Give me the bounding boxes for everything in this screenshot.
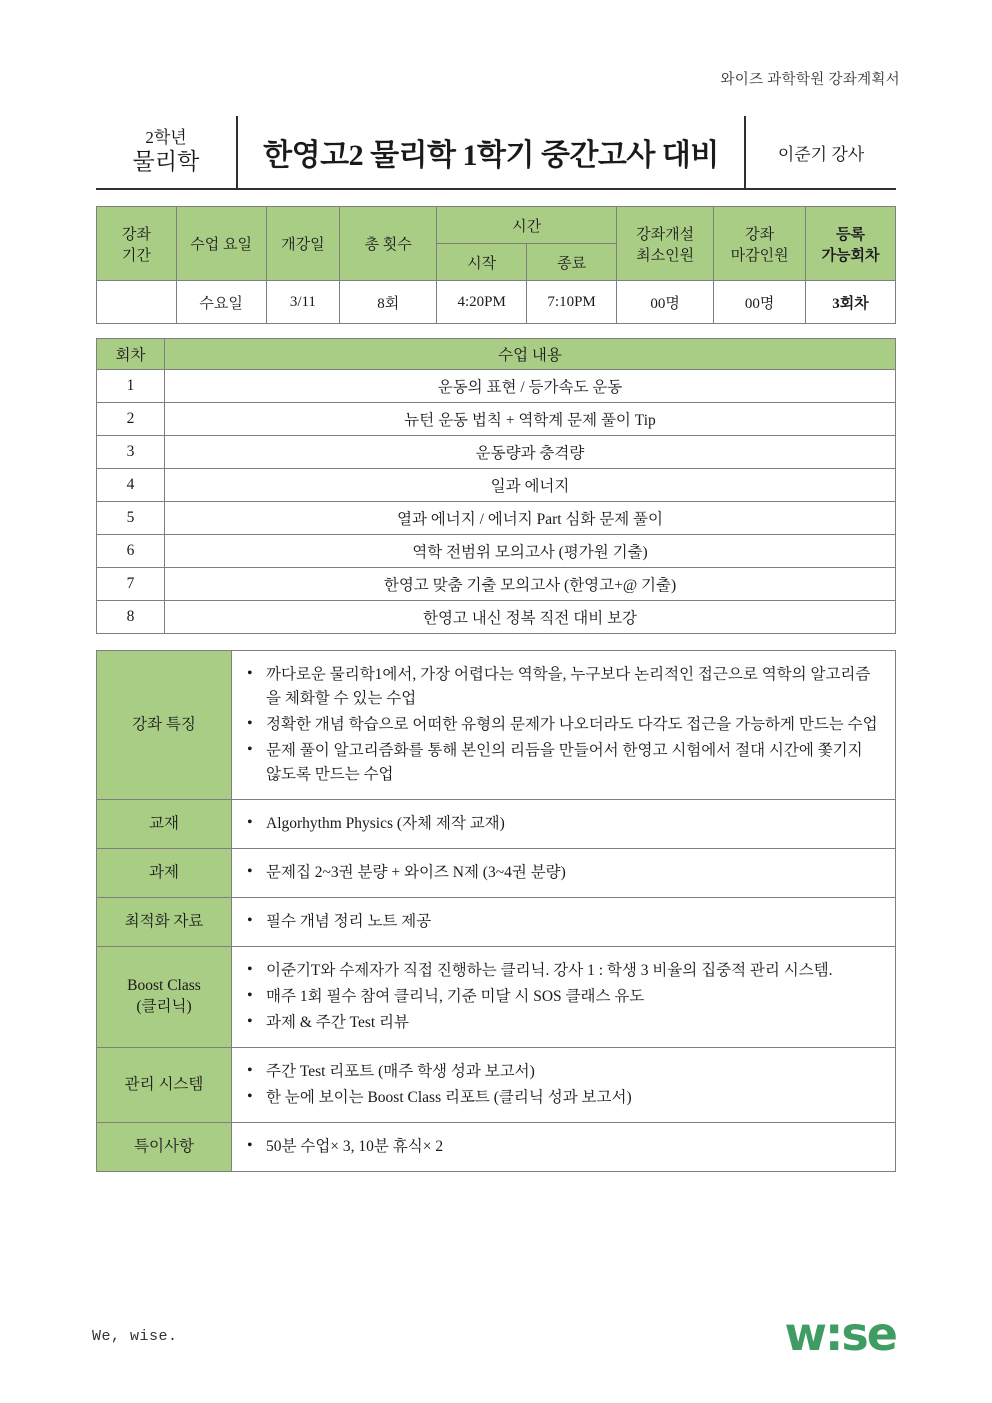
schedule-session-no: 5	[97, 502, 165, 535]
table-row	[97, 403, 896, 436]
detail-label-homework: 과제	[97, 849, 232, 898]
detail-label-boost-class-line2: (클리닉)	[136, 998, 192, 1016]
info-header-register-line1: 등록	[836, 226, 866, 243]
schedule-session-no: 3	[97, 436, 165, 469]
info-header-period	[97, 207, 177, 281]
list-item: • 주간 Test 리포트 (매주 학생 성과 보고서)	[264, 1060, 881, 1084]
list-item: • 50분 수업× 3, 10분 휴식× 2	[264, 1135, 881, 1159]
schedule-header-session: 회차	[97, 339, 165, 370]
detail-body-textbook	[232, 800, 896, 849]
detail-row-textbook	[97, 800, 896, 849]
table-row	[97, 601, 896, 634]
info-header-min-people-line2: 최소인원	[636, 247, 695, 264]
info-header-max-people-line2: 마감인원	[730, 247, 789, 264]
footer-tagline: We, wise.	[92, 1328, 178, 1345]
info-header-period-line1: 강좌	[121, 226, 151, 243]
detail-row-materials	[97, 898, 896, 947]
schedule-session-content: 한영고 맞춤 기출 모의고사 (한영고+@ 기출)	[165, 568, 896, 601]
list-item: • 한 눈에 보이는 Boost Class 리포트 (클리닉 성과 보고서)	[264, 1086, 881, 1110]
list-item: • 이준기T와 수제자가 직접 진행하는 클리닉. 강사 1 : 학생 3 비율의 집중적 관리 시스템.	[264, 959, 881, 983]
document-content	[96, 116, 896, 1172]
info-header-min-people	[617, 207, 714, 281]
info-header-time: 시간	[437, 207, 617, 244]
schedule-header-content: 수업 내용	[165, 339, 896, 370]
info-header-register	[806, 207, 896, 281]
info-value-register: 3회차	[806, 281, 896, 324]
info-header-register-line2: 가능회차	[821, 247, 880, 264]
title-subject: 물리학	[132, 149, 200, 175]
detail-label-textbook: 교재	[97, 800, 232, 849]
info-value-time-start: 4:20PM	[437, 281, 527, 324]
schedule-session-content: 역학 전범위 모의고사 (평가원 기출)	[165, 535, 896, 568]
page-title: 한영고2 물리학 1학기 중간고사 대비	[236, 116, 746, 188]
detail-label-boost-class-line1: Boost Class	[127, 977, 201, 995]
course-detail-table	[96, 650, 896, 1172]
detail-label-boost-class	[97, 947, 232, 1048]
detail-row-boost-class	[97, 947, 896, 1048]
schedule-session-no: 1	[97, 370, 165, 403]
info-value-min-people: 00명	[617, 281, 714, 324]
table-row	[97, 568, 896, 601]
detail-row-management	[97, 1048, 896, 1123]
info-header-weekday: 수업 요일	[176, 207, 266, 281]
info-value-max-people: 00명	[714, 281, 806, 324]
wise-logo: w:se	[784, 1307, 896, 1361]
info-header-max-people-line1: 강좌	[745, 226, 775, 243]
title-grade: 2학년	[145, 128, 187, 147]
list-item: • 까다로운 물리학1에서, 가장 어렵다는 역학을, 누구보다 논리적인 접근으로 역학의 알고리즘을 체화할 수 있는 수업	[264, 663, 881, 711]
info-header-max-people	[714, 207, 806, 281]
schedule-session-content: 운동량과 충격량	[165, 436, 896, 469]
schedule-session-content: 뉴턴 운동 법칙 + 역학계 문제 풀이 Tip	[165, 403, 896, 436]
table-row	[97, 502, 896, 535]
title-grade-subject	[96, 116, 236, 188]
schedule-session-content: 열과 에너지 / 에너지 Part 심화 문제 풀이	[165, 502, 896, 535]
schedule-session-no: 4	[97, 469, 165, 502]
list-item: • Algorhythm Physics (자체 제작 교재)	[264, 812, 881, 836]
table-row	[97, 370, 896, 403]
table-row	[97, 469, 896, 502]
info-header-start-date: 개강일	[266, 207, 340, 281]
list-item: • 필수 개념 정리 노트 제공	[264, 910, 881, 934]
info-value-start-date: 3/11	[266, 281, 340, 324]
list-item: • 문제집 2~3권 분량 + 와이즈 N제 (3~4권 분량)	[264, 861, 881, 885]
schedule-session-no: 7	[97, 568, 165, 601]
info-value-time-end: 7:10PM	[527, 281, 617, 324]
title-instructor: 이준기 강사	[777, 144, 865, 164]
detail-row-homework	[97, 849, 896, 898]
schedule-session-content: 일과 에너지	[165, 469, 896, 502]
schedule-session-content: 운동의 표현 / 등가속도 운동	[165, 370, 896, 403]
table-row	[97, 436, 896, 469]
info-value-total-count: 8회	[340, 281, 437, 324]
info-header-total-count: 총 횟수	[340, 207, 437, 281]
schedule-session-no: 8	[97, 601, 165, 634]
info-header-time-start: 시작	[437, 244, 527, 281]
detail-body-homework	[232, 849, 896, 898]
info-value-period	[97, 281, 177, 324]
list-item: • 과제 & 주간 Test 리뷰	[264, 1011, 881, 1035]
schedule-session-no: 6	[97, 535, 165, 568]
detail-label-features: 강좌 특징	[97, 651, 232, 800]
detail-body-notes	[232, 1123, 896, 1172]
detail-label-management: 관리 시스템	[97, 1048, 232, 1123]
detail-row-notes	[97, 1123, 896, 1172]
info-header-period-line2: 기간	[121, 247, 151, 264]
detail-label-notes: 특이사항	[97, 1123, 232, 1172]
detail-body-management	[232, 1048, 896, 1123]
info-header-min-people-line1: 강좌개설	[636, 226, 695, 243]
table-row	[97, 535, 896, 568]
info-value-weekday: 수요일	[176, 281, 266, 324]
schedule-table	[96, 338, 896, 634]
list-item: • 문제 풀이 알고리즘화를 통해 본인의 리듬을 만들어서 한영고 시험에서 절대 시간에 쫓기지 않도록 만드는 수업	[264, 739, 881, 787]
schedule-session-content: 한영고 내신 정복 직전 대비 보강	[165, 601, 896, 634]
course-info-table	[96, 206, 896, 324]
info-header-time-end: 종료	[527, 244, 617, 281]
detail-row-features	[97, 651, 896, 800]
title-block	[96, 116, 896, 190]
list-item: • 정확한 개념 학습으로 어떠한 유형의 문제가 나오더라도 다각도 접근을 가능하게 만드는 수업	[264, 713, 881, 737]
detail-label-materials: 최적화 자료	[97, 898, 232, 947]
list-item: • 매주 1회 필수 참여 클리닉, 기준 미달 시 SOS 클래스 유도	[264, 985, 881, 1009]
schedule-session-no: 2	[97, 403, 165, 436]
detail-body-boost-class	[232, 947, 896, 1048]
document-header-label: 와이즈 과학학원 강좌계획서	[720, 72, 900, 88]
detail-body-features	[232, 651, 896, 800]
detail-body-materials	[232, 898, 896, 947]
